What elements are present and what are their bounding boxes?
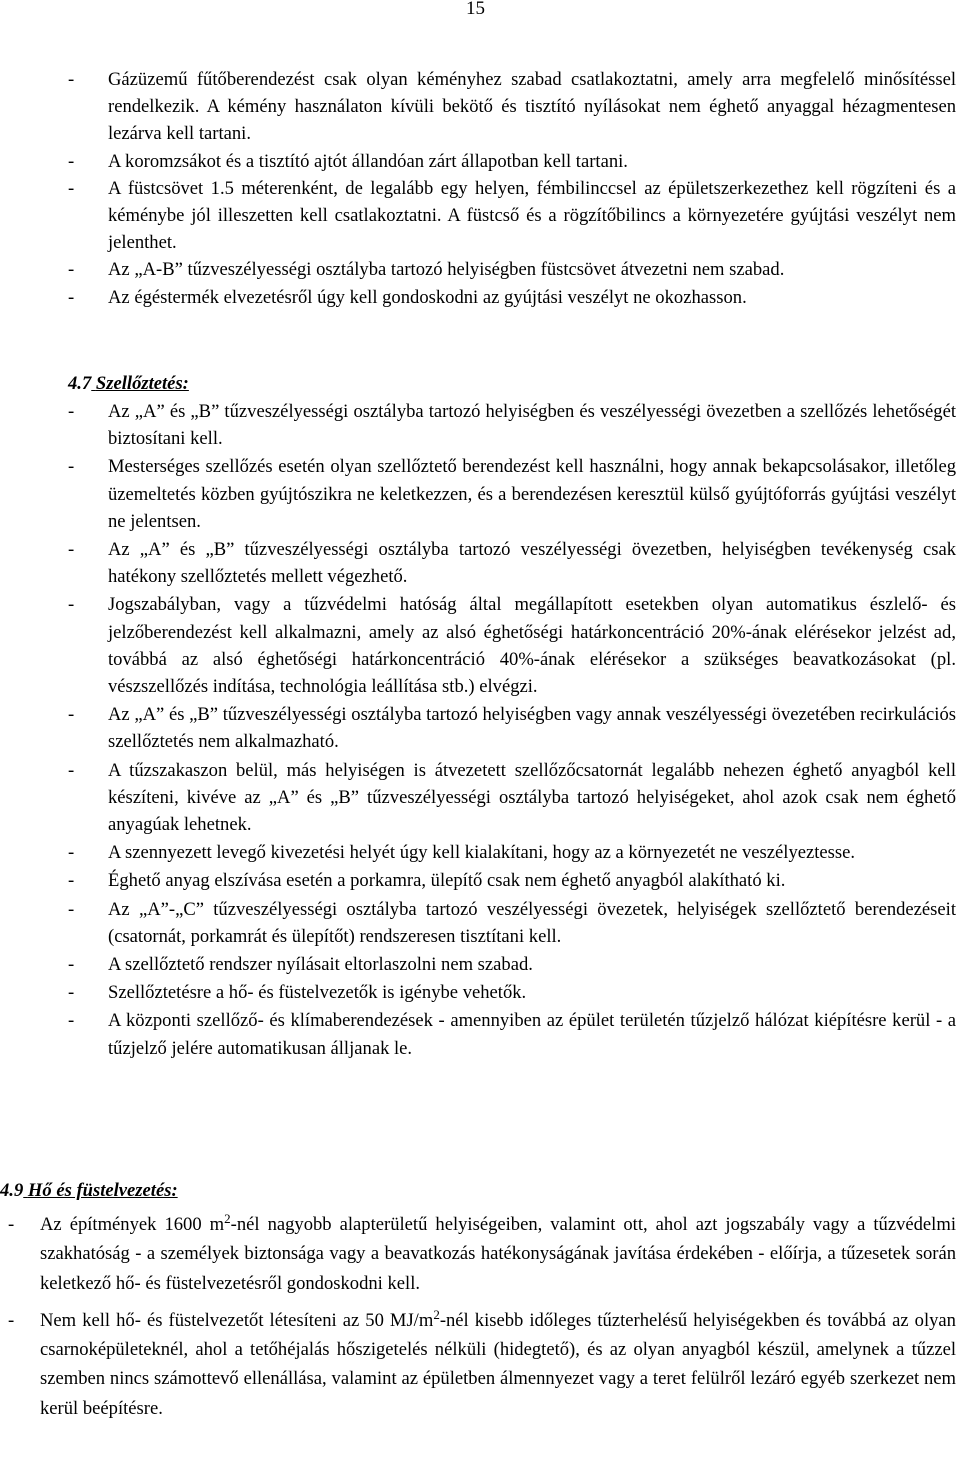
list-item-text [0,1306,960,1423]
list-item-text: A koromzsákot és a tisztító ajtót állandóan zárt állapotban kell tartani. [108,150,628,172]
list-item [0,951,960,978]
list-dash: - [8,1309,15,1331]
list-item-text: Az „A”-„C” tűzveszélyességi osztályba tartozó veszélyességi övezetek, helyiségek szellőztető berendezéseit (csatornát, porkamrát és ülepítőt) rendszeresen tisztítani kell. [108,898,956,947]
list-item-text: Az égéstermék elvezetésről úgy kell gondoskodni az gyújtási veszélyt ne okozhasson. [108,286,747,308]
list-item-text: Éghető anyag elszívása esetén a porkamra, ülepítő csak nem éghető anyagból alakítható ki. [108,870,786,892]
text-fragment: -nél nagyobb alapterületű helyiségeiben, valamint ott, ahol azt jogszabály vagy a tűzvédelmi szakhatóság - a személyek biztonsága vagy a beavatkozás hatékonyságának javítása érdekében - előírja, a tűzesetek során keletkező hő- és füstelvezetésről gondoskodni kell. [40,1214,956,1294]
list-dash: - [68,982,75,1004]
list-dash: - [68,842,75,864]
list-item-text: A tűzszakaszon belül, más helyiségen is átvezetett szellőzőcsatornát legalább nehezen éghető anyagból kell készíteni, kivéve az „A” és „B” tűzveszélyességi osztályba tartozó helyiségeket, ahol azok csak nem éghető anyagúak lehetnek. [108,759,956,836]
list-dash: - [68,704,75,726]
list-item-text: Az „A” és „B” tűzveszélyességi osztályba tartozó helyiségben vagy annak veszélyességi övezetében recirkulációs szellőztetés nem alkalmazható. [108,704,956,753]
list-dash: - [68,898,75,920]
section-heading-ventilation [68,370,189,397]
list-item-text: A szellőztető rendszer nyílásait eltorlaszolni nem szabad. [108,954,533,976]
text-fragment: -nél kisebb időleges tűzterhelésű helyiségekben és továbbá az olyan csarnoképületeknél, ahol a tetőhéjalás hőszigetelés nélküli (hidegtető), és az olyan anyagból készül, amelynek a tűzzel szemben nincs számottevő ellenállása, valamint az épületben álmennyezet vagy a teret felülről lezáró egyéb szerkezet nem kerül beépítésre. [40,1309,956,1419]
list-dash: - [68,759,75,781]
list-dash: - [8,1214,15,1235]
list-item-text: Az „A-B” tűzveszélyességi osztályba tartozó helyiségben füstcsövet átvezetni nem szabad. [108,259,785,281]
list-dash: - [68,401,75,422]
superscript: 2 [224,1211,231,1226]
list-item [0,896,960,950]
chimney-rules-list [0,66,960,311]
list-dash: - [68,69,75,90]
list-item [0,591,960,700]
list-item [0,867,960,894]
list-dash: - [68,870,75,892]
section-number: 4.7 [68,373,92,394]
list-item [0,453,960,535]
list-item [0,148,960,175]
list-item [0,701,960,755]
ventilation-rules-list [0,398,960,1062]
section-title: Szellőztetés: [95,373,189,394]
list-dash: - [68,150,75,172]
list-item [0,1007,960,1061]
list-dash: - [68,539,75,561]
list-dash: - [68,177,75,199]
section-heading-smoke-extraction [0,1177,178,1204]
list-item-text: Jogszabályban, vagy a tűzvédelmi hatóság által megállapított esetekben olyan automatikus észlelő- és jelzőberendezést kell alkalmazni, amely az alsó éghetőségi határkoncentráció 20%-ának elérésekor jelzést ad, továbbá az alsó éghetőségi határkoncentráció 40%-ának elérésekor a szükséges beavatkozásokat (pl. vészszellőzés indítása, technológia leállítása stb.) elvégzi. [108,594,956,698]
list-item [0,839,960,866]
list-item-text: Az „A” és „B” tűzveszélyességi osztályba tartozó veszélyességi övezetben, helyiségben tevékenység csak hatékony szellőztetés mellett végezhető. [108,539,956,588]
list-dash: - [68,1010,75,1032]
list-item [0,1210,960,1298]
list-item [0,1306,960,1423]
list-item-text: Mesterséges szellőzés esetén olyan szellőztető berendezést kell használni, hogy annak bekapcsolásakor, illetőleg üzemeltetés közben gyújtószikra ne keletkezzen, és a berendezésen keresztül külső gyújtóforrás gyújtási veszélyt ne jelentsen. [108,456,956,532]
page-number: 15 [466,0,485,19]
list-item-text: Az „A” és „B” tűzveszélyességi osztályba tartozó helyiségben és veszélyességi övezetben a szellőzés lehetőségét biztosítani kell. [108,401,956,450]
list-dash: - [68,594,75,616]
list-item-text: Gázüzemű fűtőberendezést csak olyan kéményhez szabad csatlakoztatni, amely arra megfelelő minősítéssel rendelkezik. A kémény használaton kívüli bekötő és tisztító nyílásokat nem éghető anyaggal hézagmentesen lezárva kell tartani. [108,69,956,145]
list-item-text: A füstcsövet 1.5 méterenként, de legalább egy helyen, fémbilinccsel az épületszerkezethez kell rögzíteni és a kéménybe jól illeszetten kell csatlakoztatni. A füstcső és a rögzítőbilincs a környezetére gyújtási veszélyt nem jelenthet. [108,177,956,254]
list-item [0,398,960,452]
text-fragment: Az építmények 1600 m [40,1214,225,1235]
list-dash: - [68,259,75,281]
text-fragment: Nem kell hő- és füstelvezetőt létesíteni az 50 MJ/m [40,1309,434,1331]
list-item [0,979,960,1006]
list-item-text: Szellőztetésre a hő- és füstelvezetők is igénybe vehetők. [108,982,527,1004]
list-dash: - [68,456,75,478]
section-number: 4.9 [0,1180,24,1201]
list-item-text: A szennyezett levegő kivezetési helyét úgy kell kialakítani, hogy az a környezetét ne veszélyeztesse. [108,842,856,864]
list-item-text: A központi szellőző- és klímaberendezések - amennyiben az épület területén tűzjelző hálózat kiépítésre kerül - a tűzjelző jelére automatikusan álljanak le. [108,1010,956,1059]
list-item [0,256,960,283]
list-item [0,757,960,839]
superscript: 2 [433,1306,440,1322]
list-item-text [0,1210,960,1298]
list-item [0,66,960,148]
smoke-extraction-rules-list [0,1210,960,1431]
list-dash: - [68,954,75,976]
section-title: Hő és füstelvezetés: [27,1180,178,1201]
list-item [0,284,960,311]
list-dash: - [68,286,75,308]
list-item [0,536,960,590]
list-item [0,175,960,257]
